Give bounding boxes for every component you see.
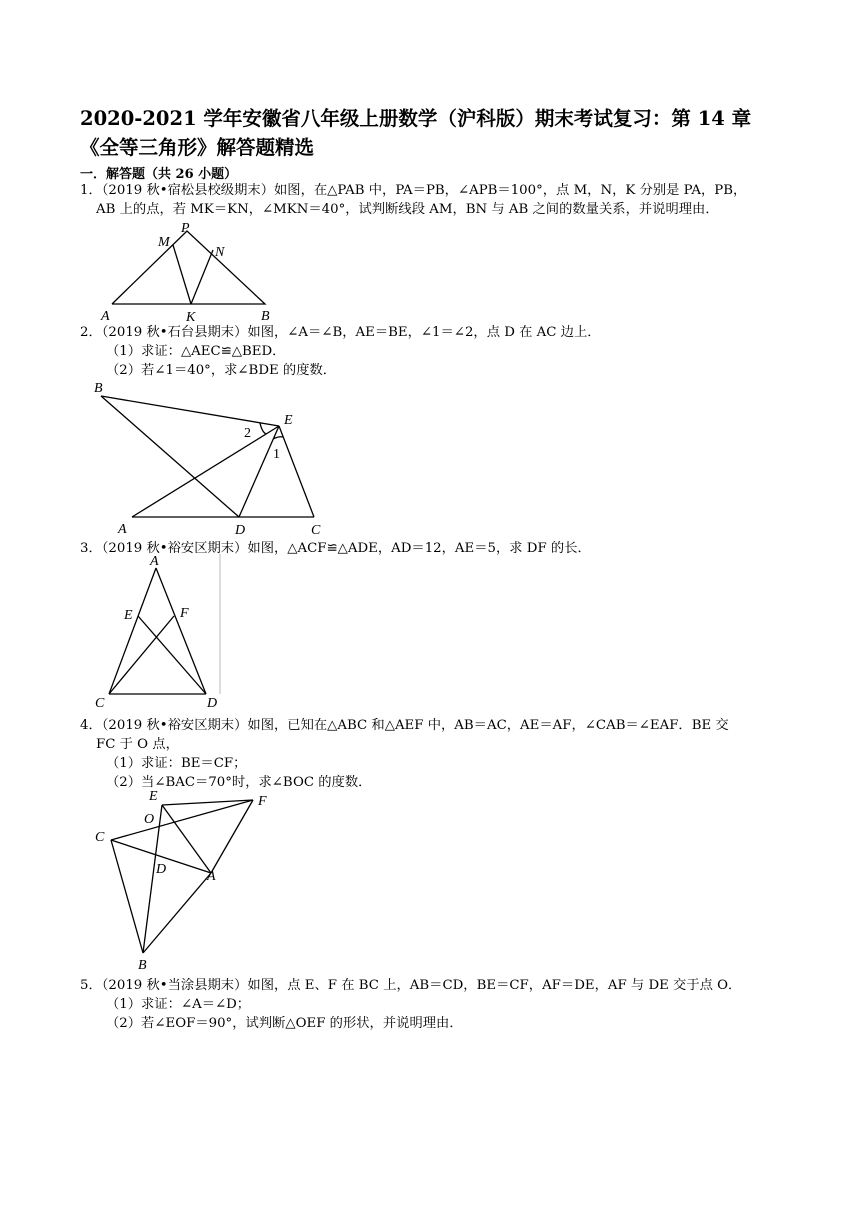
segment-be [101, 396, 279, 426]
label-o: O [144, 812, 155, 827]
label-k: K [186, 310, 196, 325]
label-e: E [284, 413, 293, 428]
label-n: N [215, 245, 225, 260]
question-4 [80, 716, 785, 792]
label-a: A [150, 554, 159, 569]
question-4-line-2: FC 于 O 点， [96, 737, 179, 752]
question-1-line-1: 1．（2019 秋•宿松县校级期末）如图，在△PAB 中，PA＝PB，∠APB＝100°，点 M，N，K 分别是 PA，PB， [80, 183, 747, 198]
segment-bd [101, 396, 239, 517]
label-e: E [149, 789, 158, 804]
figure-4 [90, 785, 280, 975]
segment-cb [111, 840, 143, 953]
label-a: A [118, 522, 127, 537]
label-e: E [124, 608, 133, 623]
question-5-part-2: （2）若∠EOF＝90°，试判断△OEF 的形状，并说明理由． [106, 1016, 463, 1031]
segment-ae [132, 426, 279, 517]
segment-mk [173, 245, 191, 304]
segment-ab [143, 873, 211, 953]
triangle-pab [112, 231, 265, 304]
title-line-2: 《全等三角形》解答题精选 [80, 136, 315, 159]
section-heading: 一．解答题（共 26 小题） [80, 167, 238, 182]
question-2-part-1: （1）求证：△AEC≌△BED． [106, 344, 286, 359]
label-c: C [311, 523, 321, 538]
label-b: B [94, 381, 103, 396]
label-c: C [95, 696, 105, 711]
label-a: A [207, 869, 216, 884]
segment-eb [143, 805, 162, 953]
label-b: B [261, 309, 270, 324]
angle-2-arc [260, 423, 266, 434]
figure-3 [90, 552, 230, 712]
label-angle-2: 2 [244, 426, 251, 441]
question-5 [80, 976, 785, 1033]
figure-2 [90, 380, 340, 540]
question-2 [80, 323, 785, 380]
segment-kn [191, 250, 213, 304]
label-d: D [207, 696, 218, 711]
label-d: D [156, 862, 167, 877]
segment-fa [211, 800, 253, 873]
title-line-1: 2020-2021 学年安徽省八年级上册数学（沪科版）期末考试复习：第 14 章 [80, 107, 752, 130]
question-1-line-2: AB 上的点，若 MK＝KN，∠MKN＝40°，试判断线段 AM，BN 与 AB 之间的数量关系，并说明理由． [96, 202, 719, 217]
label-d: D [235, 523, 246, 538]
segment-de [138, 616, 206, 694]
question-3-line-1: 3．（2019 秋•裕安区期末）如图，△ACF≌△ADE，AD＝12，AE＝5，求 DF 的长． [80, 541, 591, 556]
question-4-part-1: （1）求证：BE＝CF； [106, 756, 247, 771]
segment-fc [111, 800, 253, 840]
label-f: F [180, 606, 189, 621]
label-angle-1: 1 [273, 447, 280, 462]
document-title [80, 104, 800, 162]
label-f: F [258, 794, 267, 809]
segment-ad [156, 568, 206, 694]
label-b: B [138, 958, 147, 973]
label-p: P [181, 221, 190, 236]
question-2-part-2: （2）若∠1＝40°，求∠BDE 的度数． [106, 363, 337, 378]
segment-cf [109, 616, 174, 694]
question-5-part-1: （1）求证：∠A＝∠D； [106, 997, 251, 1012]
figure-1 [100, 220, 300, 325]
segment-ec [279, 426, 314, 517]
question-2-line-1: 2．（2019 秋•石台县期末）如图，∠A＝∠B，AE＝BE，∠1＝∠2，点 D 在 AC 边上． [80, 325, 601, 340]
label-a: A [101, 309, 110, 324]
question-4-line-1: 4．（2019 秋•裕安区期末）如图，已知在△ABC 和△AEF 中，AB＝AC，AE＝AF，∠CAB＝∠EAF．BE 交 [80, 718, 729, 733]
segment-ac [109, 568, 156, 694]
label-m: M [158, 235, 170, 250]
question-4-part-2: （2）当∠BAC＝70°时，求∠BOC 的度数． [106, 775, 372, 790]
question-1 [80, 181, 785, 219]
segment-ea [162, 805, 211, 873]
question-5-line-1: 5．（2019 秋•当涂县期末）如图，点 E、F 在 BC 上，AB＝CD，BE＝CF，AF＝DE，AF 与 DE 交于点 O． [80, 978, 742, 993]
label-c: C [95, 830, 105, 845]
